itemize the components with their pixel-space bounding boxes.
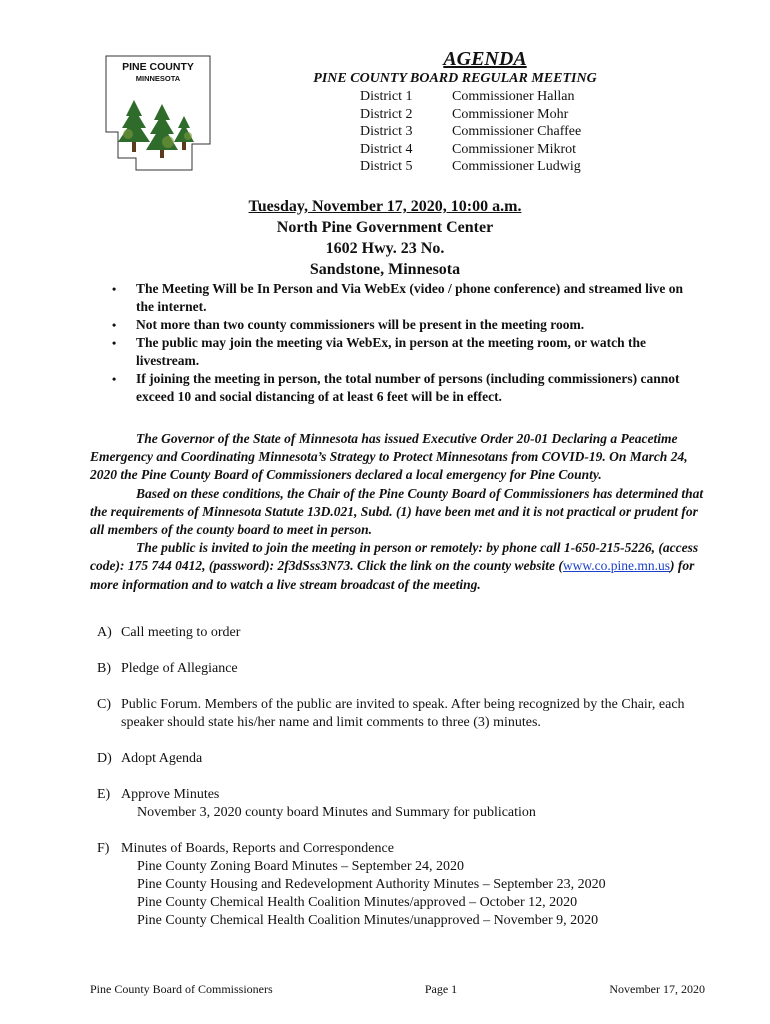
agenda-header — [240, 48, 670, 175]
commissioner-name: Commissioner Mohr — [452, 106, 569, 122]
agenda-item — [97, 660, 697, 678]
district-list — [360, 88, 581, 176]
item-subline: Pine County Zoning Board Minutes – September 24, 2020 — [137, 859, 465, 874]
notice-paragraph-3 — [90, 539, 710, 594]
district-number: District 4 — [360, 141, 413, 157]
agenda-title: AGENDA — [443, 48, 527, 70]
district-row — [360, 88, 581, 106]
item-text: Approve Minutes — [121, 787, 220, 802]
bullet-item — [112, 316, 702, 334]
district-number: District 3 — [360, 124, 413, 140]
item-letter: B) — [97, 661, 111, 676]
logo-line1: PINE COUNTY — [122, 61, 194, 73]
agenda-item — [97, 696, 697, 732]
item-subline: November 3, 2020 county board Minutes and Summary for publication — [137, 805, 536, 820]
bullet-icon: • — [112, 282, 117, 296]
item-text: Minutes of Boards, Reports and Correspondence — [121, 841, 394, 856]
district-number: District 5 — [360, 159, 413, 175]
item-text: Public Forum. Members of the public are invited to speak. After being recognized by the Chair, each speaker should state his/her name and limit comments to three (3) minutes. — [121, 697, 685, 730]
meeting-info — [0, 196, 770, 280]
county-website-link[interactable]: www.co.pine.mn.us — [562, 558, 670, 574]
page-footer — [90, 982, 705, 997]
district-row — [360, 158, 581, 176]
item-letter: C) — [97, 697, 111, 712]
meeting-address: 1602 Hwy. 23 No. — [325, 240, 445, 257]
bullet-item — [112, 334, 702, 370]
item-text: Adopt Agenda — [121, 751, 203, 766]
notice-paragraph-2: Based on these conditions, the Chair of the Pine County Board of Commissioners has determined that the requirements of Minnesota Statute 13D.021, Subd. (1) have been met and it is not practical or prudent for all members of the county board to meet in person. — [90, 485, 704, 538]
item-subline: Pine County Chemical Health Coalition Minutes/unapproved – November 9, 2020 — [137, 913, 599, 928]
item-letter: A) — [97, 625, 112, 640]
item-subline: Pine County Chemical Health Coalition Minutes/approved – October 12, 2020 — [137, 895, 578, 910]
logo-line2: MINNESOTA — [135, 74, 181, 83]
notice-p3-start: The public is invited to join the meeting in person or remotely: by phone call 1-650-215-5226, (access code): 175 744 0412, (password): 2f3dSss3N73. Click the link on the county website ( — [90, 540, 699, 574]
district-number: District 2 — [360, 106, 413, 122]
emergency-notice — [90, 430, 710, 594]
meeting-name: PINE COUNTY BOARD REGULAR MEETING — [313, 71, 597, 86]
district-row — [360, 141, 581, 159]
meeting-location: North Pine Government Center — [276, 219, 494, 236]
district-number: District 1 — [360, 89, 413, 104]
meeting-bullets — [112, 280, 702, 406]
bullet-text: The public may join the meeting via WebEx, in person at the meeting room, or watch the livestream. — [136, 335, 646, 368]
agenda-item — [97, 750, 697, 768]
district-row — [360, 106, 581, 124]
district-row — [360, 123, 581, 141]
meeting-date: Tuesday, November 17, 2020, 10:00 a.m. — [248, 198, 522, 215]
bullet-icon: • — [112, 318, 117, 332]
bullet-icon: • — [112, 336, 117, 350]
notice-p3-end: ) for more information and to watch a live stream broadcast of the meeting. — [90, 558, 695, 592]
item-text: Pledge of Allegiance — [121, 661, 238, 676]
meeting-city: Sandstone, Minnesota — [309, 261, 461, 278]
bullet-item — [112, 280, 702, 316]
footer-date: November 17, 2020 — [609, 982, 705, 996]
item-letter: D) — [97, 751, 112, 766]
bullet-text: If joining the meeting in person, the total number of persons (including commissioners) cannot exceed 10 and social distancing of at least 6 feet will be in effect. — [136, 371, 680, 404]
item-text: Call meeting to order — [121, 625, 241, 640]
agenda-item — [97, 786, 697, 822]
notice-paragraph-1: The Governor of the State of Minnesota has issued Executive Order 20-01 Declaring a Peacetime Emergency and Coordinating Minnesota’s Strategy to Protect Minnesotans from COVID-19. On March 24, 2020 the Pine County Board of Commissioners declared a local emergency for Pine County. — [90, 431, 688, 483]
commissioner-name: Commissioner Chaffee — [452, 124, 582, 140]
commissioner-name: Commissioner Mikrot — [452, 141, 577, 157]
bullet-text: Not more than two county commissioners will be present in the meeting room. — [136, 317, 585, 332]
footer-page: Page 1 — [424, 982, 458, 996]
footer-left: Pine County Board of Commissioners — [90, 982, 273, 996]
bullet-item — [112, 370, 702, 406]
bullet-icon: • — [112, 372, 117, 386]
item-letter: F) — [97, 841, 110, 856]
bullet-text: The Meeting Will be In Person and Via WebEx (video / phone conference) and streamed live on the internet. — [136, 281, 684, 314]
item-subline: Pine County Housing and Redevelopment Authority Minutes – September 23, 2020 — [137, 877, 606, 892]
agenda-item — [97, 840, 697, 930]
commissioner-name: Commissioner Ludwig — [452, 159, 581, 175]
commissioner-name: Commissioner Hallan — [452, 89, 575, 104]
agenda-items — [97, 624, 697, 930]
pine-county-logo-icon — [104, 54, 214, 174]
agenda-item — [97, 624, 697, 642]
item-letter: E) — [97, 787, 111, 802]
